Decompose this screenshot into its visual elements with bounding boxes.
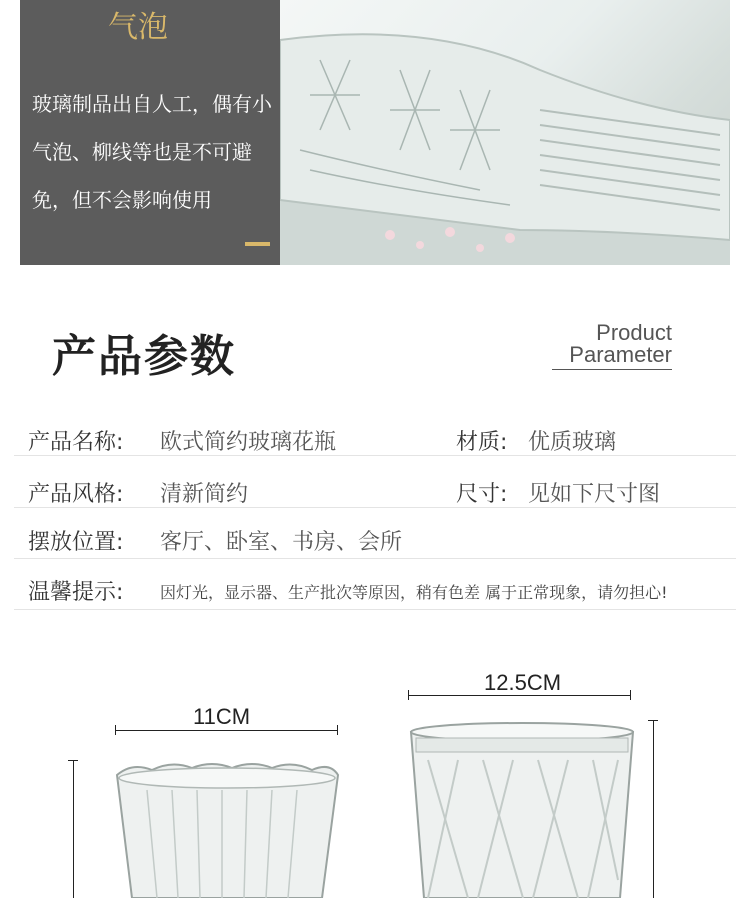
note-text: 玻璃制品出自人工，偶有小气泡、柳线等也是不可避免，但不会影响使用 [32,92,272,212]
vase2-image [408,720,636,898]
cut-glass-illustration [280,0,730,265]
row-divider [14,609,736,610]
product-name-label: 产品名称: [28,430,124,455]
dimension-tick [648,720,658,721]
dimension-tick [630,690,631,700]
dimension-tick [408,690,409,700]
placement-value: 客厅、卧室、书房、会所 [160,530,403,555]
row-divider [14,507,736,508]
bubble-note-panel [20,0,280,265]
row-divider [14,455,736,456]
top-banner [20,0,730,265]
vase1-image [112,760,342,898]
dimension-tick [68,760,78,761]
material-label: 材质: [456,430,508,455]
glass-closeup-photo [280,0,730,265]
row-divider [14,558,736,559]
vase1-height-line [73,760,74,898]
title-en-line2: Parameter [569,342,672,367]
vase2-width-label: 12.5CM [484,670,562,695]
note-title: 气泡 [108,10,168,45]
style-label: 产品风格: [28,482,124,507]
vase2-width-line [408,695,630,696]
size-label: 尺寸: [456,482,508,507]
size-value: 见如下尺寸图 [528,482,661,507]
vase1-width-line [115,730,337,731]
material-value: 优质玻璃 [528,430,617,455]
style-value: 清新简约 [160,482,249,507]
tip-label: 温馨提示: [28,580,124,605]
dimension-tick [337,725,338,735]
vase1-width-label: 11CM [193,704,251,729]
section-title-en [569,322,672,366]
dimension-tick [115,725,116,735]
vase2-height-line [653,720,654,898]
accent-bar [245,242,270,246]
title-en-underline [552,369,672,370]
tip-value: 因灯光，显示器、生产批次等原因，稍有色差 属于正常现象，请勿担心! [160,583,668,602]
placement-label: 摆放位置: [28,530,124,555]
title-en-line1: Product [596,320,672,345]
product-name-value: 欧式简约玻璃花瓶 [160,430,337,455]
section-title: 产品参数 [52,331,236,382]
